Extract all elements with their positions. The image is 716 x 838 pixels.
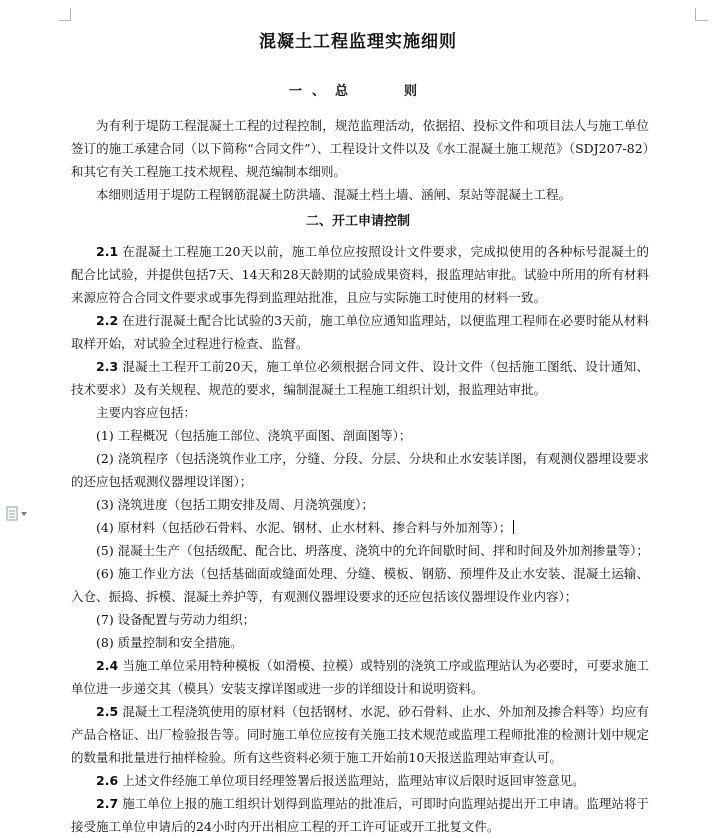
- clause-number: 2.1: [96, 244, 119, 259]
- section-2-heading: 二、开工申请控制: [305, 214, 410, 229]
- list-item: (1) 工程概况（包括施工部位、浇筑平面图、剖面图等）；: [96, 428, 412, 443]
- clause-2-3: [71, 355, 649, 401]
- document-title: 混凝土工程监理实施细则: [259, 32, 457, 52]
- list-item: (6) 施工作业方法（包括基础面或缝面处理、分缝、模板、钢筋、预埋件及止水安装、混凝土运输、入仓、振捣、拆模、混凝土养护等，有观测仪器埋设要求的还应包括该仪器埋设作业内容）；: [71, 566, 649, 604]
- section-2-body: [71, 240, 649, 838]
- clause-number: 2.7: [96, 796, 119, 811]
- main-content-label: 主要内容应包括：: [96, 405, 197, 420]
- clause-2-1: [71, 240, 649, 309]
- list-item: (8) 质量控制和安全措施。: [96, 635, 243, 650]
- text-cursor: [513, 520, 514, 534]
- clause-number: 2.6: [96, 773, 119, 788]
- list-item: (2) 浇筑程序（包括浇筑作业工序，分缝、分段、分层、分块和止水安装详图，有观测仪器埋设要求的还应包括观测仪器埋设详图）；: [71, 451, 649, 489]
- clause-number: 2.3: [96, 359, 119, 374]
- clause-2-6: [71, 769, 649, 792]
- clause-text: 施工单位上报的施工组织计划得到监理站的批准后，可即时向监理站提出开工申请。监理站将于接受施工单位申请后的24小时内开出相应工程的开工许可证或开工批复文件。: [71, 796, 649, 834]
- page-corner-mark-right: [695, 8, 708, 21]
- clause-number: 2.5: [96, 704, 119, 719]
- paragraph: 为有利于堤防工程混凝土工程的过程控制，规范监理活动，依据招、投标文件和项目法人与施工单位签订的施工承建合同（以下简称“合同文件”）、工程设计文件以及《水工混凝土施工规范》（SDJ207-82）和其它有关工程施工技术规程、规范编制本细则。: [71, 118, 649, 179]
- list-item: [71, 516, 649, 539]
- list-item: (7) 设备配置与劳动力组织；: [96, 612, 256, 627]
- list-item: (5) 混凝土生产（包括级配、配合比、坍落度、浇筑中的允许间歇时间、拌和时间及外加剂掺量等）；: [96, 543, 649, 558]
- document-options-icon[interactable]: [5, 506, 35, 522]
- clause-text: 在进行混凝土配合比试验的3天前，施工单位应通知监理站，以便监理工程师在必要时能从材料取样开始，对试验全过程进行检查、监督。: [71, 313, 649, 351]
- clause-2-4: [71, 654, 649, 700]
- page-corner-mark-left: [58, 8, 71, 21]
- clause-number: 2.4: [96, 658, 119, 673]
- section-1-body: [71, 114, 649, 206]
- list-item-text: (4) 原材料（包括砂石骨料、水泥、钢材、止水材料、掺合料与外加剂等）；: [96, 520, 512, 535]
- clause-text: 混凝土工程浇筑使用的原材料（包括钢材、水泥、砂石骨料、止水、外加剂及掺合料等）均应有产品合格证、出厂检验报告等。同时施工单位应按有关施工技术规范或监理工程师批准的检测计划中规定的数量和批量进行抽样检验。所有这些资料必须于施工开始前10天报送监理站审查认可。: [71, 704, 649, 765]
- section-1-heading: 一、总 则: [288, 84, 427, 99]
- clause-text: 上述文件经施工单位项目经理签署后报送监理站，监理站审议后限时返回审签意见。: [122, 773, 585, 788]
- clause-text: 当施工单位采用特种模板（如滑模、拉模）或特别的浇筑工序或监理站认为必要时，可要求施工单位进一步递交其（模具）安装支撑详图或进一步的详细设计和说明资料。: [71, 658, 649, 696]
- clause-text: 混凝土工程开工前20天，施工单位必须根据合同文件、设计文件（包括施工图纸、设计通知、技术要求）及有关规程、规范的要求，编制混凝土工程施工组织计划，报监理站审批。: [71, 359, 649, 397]
- clause-2-2: [71, 309, 649, 355]
- paragraph: 本细则适用于堤防工程钢筋混凝土防洪墙、混凝土档土墙、涵闸、泵站等混凝土工程。: [96, 187, 572, 202]
- clause-number: 2.2: [96, 313, 119, 328]
- clause-2-5: [71, 700, 649, 769]
- list-item: (3) 浇筑进度（包括工期安排及周、月浇筑强度）；: [96, 497, 374, 512]
- clause-text: 在混凝土工程施工20天以前，施工单位应按照设计文件要求，完成拟使用的各种标号混凝土的配合比试验，并提供包括7天、14天和28天龄期的试验成果资料，报监理站审批。试验中所用的所有材料来源应符合合同文件要求或事先得到监理站批准，且应与实际施工时使用的材料一致。: [71, 244, 649, 305]
- clause-2-7: [71, 792, 649, 838]
